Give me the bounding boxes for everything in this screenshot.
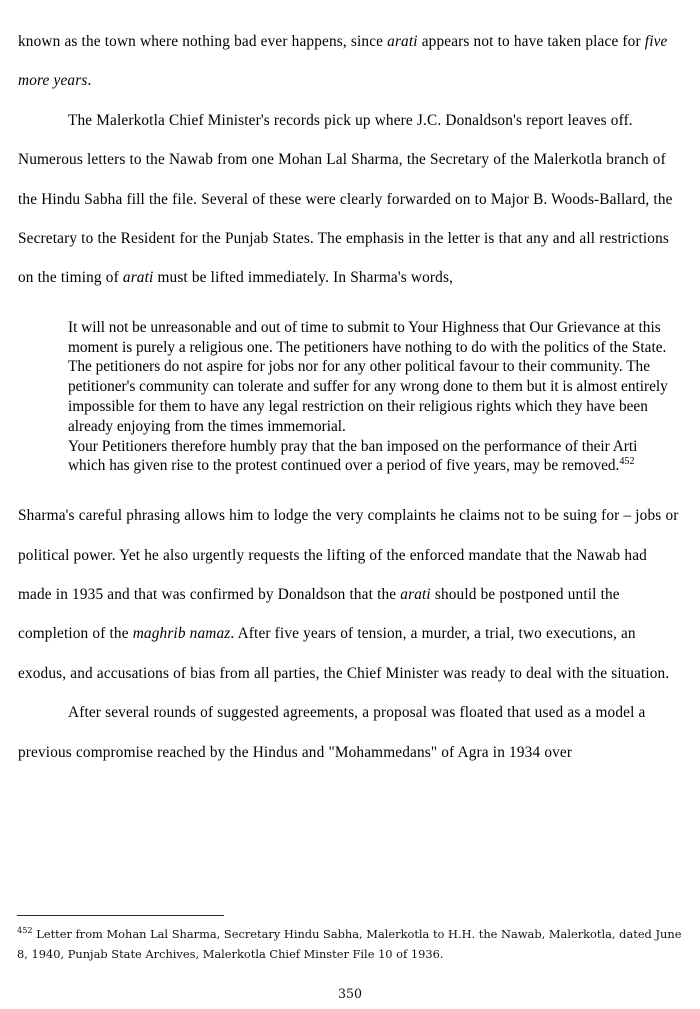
footnote-text: Letter from Mohan Lal Sharma, Secretary Hindu Sabha, Malerkotla to H.H. the Nawab, Malerkotla, dated June 8, 1940, Punjab State Archives, Malerkotla Chief Minster File 10 of 1936. [17,927,682,961]
footnote-entry [17,925,685,964]
body-text-column [18,22,683,772]
text-run: Sharma's careful phrasing allows him to lodge the very complaints he claims not to be suing for – jobs or political power. Yet he also urgently requests the lifting of the enforced mandate that the Nawab had made in 1935 and that was confirmed by Donaldson that the [18,507,679,604]
block-quote-sharma-letter [68,318,668,476]
text-run: After several rounds of suggested agreements, a proposal was floated that used as a model a previous compromise reached by the Hindus and "Mohammedans" of Agra in 1934 over [18,704,646,761]
italic-term-arati: arati [122,269,154,287]
footnote-separator-rule [17,915,224,916]
text-run: . [87,72,92,90]
paragraph-sharma-phrasing [18,496,683,693]
paragraph-continuation [18,22,683,101]
footnote-reference-marker[interactable]: 452 [619,456,635,468]
text-run: . After five years of tension, a murder, a trial, two executions, an exodus, and accusations of bias from all parties, the Chief Minister was ready to deal with the situation. [18,625,670,682]
paragraph-agra-compromise [18,693,683,772]
quote-spacer-top [18,298,683,318]
text-run: should be postponed until the completion of the [18,586,620,643]
italic-phrase-five-more-years: five more years [18,33,668,90]
text-run: known as the town where nothing bad ever happens, since [18,33,388,50]
italic-term-arati: arati [387,33,418,50]
text-run: The Malerkotla Chief Minister's records pick up where J.C. Donaldson's report leaves off. Numerous letters to the Nawab from one Mohan Lal Sharma, the Secretary of the Malerkotla branch of the Hindu Sabha fill the file. Several of these were clearly forwarded on to Major B. Woods-Ballard, the Secretary to the Resident for the Punjab States. The emphasis in the letter is that any and all restrictions on the timing of [18,111,673,287]
italic-term-arati: arati [400,586,431,604]
italic-term-maghrib-namaz: maghrib namaz [132,625,231,643]
text-run: appears not to have taken place for [417,33,645,50]
page-number: 350 [337,986,363,1001]
quote-spacer-bottom [18,476,683,496]
quote-paragraph-prayer [68,437,668,477]
quote-paragraph-grievance: It will not be unreasonable and out of time to submit to Your Highness that Our Grievance at this moment is purely a religious one. The petitioners have nothing to do with the politics of the State. The petitioners do not aspire for jobs nor for any other political favour to their community. The petitioner's community can tolerate and suffer for any wrong done to them but it is almost entirely impossible for them to have any legal restriction on their religious rights which they have been already enjoying from the times immemorial. [68,318,668,435]
paragraph-malerkotla-records [18,101,683,298]
text-run: must be lifted immediately. In Sharma's words, [153,269,454,287]
text-run: Your Petitioners therefore humbly pray that the ban imposed on the performance of their Arti which has given rise to the protest continued over a period of five years, may be removed. [68,437,638,475]
footnote-number: 452 [17,925,33,936]
